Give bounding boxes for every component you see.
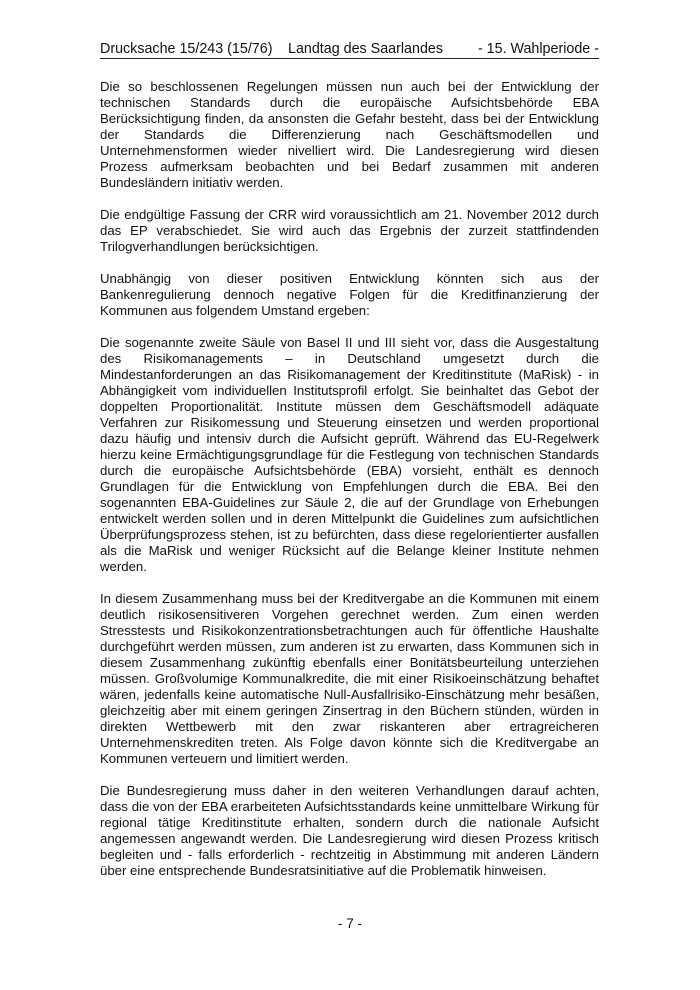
- document-number: Drucksache 15/243 (15/76): [100, 41, 273, 57]
- paragraph-negative-consequences: Unabhängig von dieser positiven Entwicklung könnten sich aus der Bankenregulierung dennoch negative Folgen für die Kreditfinanzierung der Kommunen aus folgendem Umstand ergeben:: [100, 271, 599, 318]
- paragraph-municipal-credit: In diesem Zusammenhang muss bei der Kreditvergabe an die Kommunen mit einem deutlich risikosensitiveren Vorgehen gerechnet werden. Zum einen werden Stresstests und Risikokonzentrationsbetrachtungen auch für öffentliche Haushalte durchgeführt werden müssen, zum anderen ist zu erwarten, dass Kommunen sich in diesem Zusammenhang zukünftig ebenfalls einer Bonitätsbeurteilung unterziehen müssen. Großvolumige Kommunalkredite, die mit einer Risikoeinschätzung behaftet wären, jedenfalls keine automatische Null-Ausfallrisiko-Einschätzung mehr besäßen, gleichzeitig aber mit einem geringen Zinsertrag in den Büchern stünden, würden in direkten Wettbewerb mit den zwar riskanteren aber ertragreicheren Unternehmenskrediten treten. Als Folge davon könnte sich die Kreditvergabe an Kommunen verteuern und limitiert werden.: [100, 591, 599, 766]
- legislative-period: - 15. Wahlperiode -: [477, 41, 599, 57]
- page-number: - 7 -: [337, 916, 362, 931]
- paragraph-federal-government: Die Bundesregierung muss daher in den weiteren Verhandlungen darauf achten, dass die von der EBA erarbeiteten Aufsichtsstandards keine unmittelbare Wirkung für regional tätige Kreditinstitute erhalten, sondern durch die nationale Aufsicht angemessen angewandt werden. Die Landesregierung wird diesen Prozess kritisch begleiten und - falls erforderlich - rechtzeitig in Abstimmung mit anderen Ländern über eine entsprechende Bundesratsinitiative auf die Problematik hinweisen.: [100, 783, 599, 878]
- document-body: [100, 79, 599, 879]
- paragraph-crr-final: Die endgültige Fassung der CRR wird voraussichtlich am 21. November 2012 durch das EP verabschiedet. Sie wird auch das Ergebnis der zurzeit stattfindenden Trilogverhandlungen berücksichtigen.: [100, 207, 599, 254]
- paragraph-eba-standards: Die so beschlossenen Regelungen müssen nun auch bei der Entwicklung der technischen Standards durch die europäische Aufsichtsbehörde EBA Berücksichtigung finden, da ansonsten die Gefahr besteht, dass bei der Entwicklung der Standards die Differenzierung nach Geschäftsmodellen und Unternehmensformen wieder nivelliert wird. Die Landesregierung wird diesen Prozess aufmerksam beobachten und bei Bedarf zusammen mit anderen Bundesländern initiativ werden.: [100, 79, 599, 190]
- parliament-name: Landtag des Saarlandes: [288, 41, 444, 57]
- paragraph-second-pillar: Die sogenannte zweite Säule von Basel II und III sieht vor, dass die Ausgestaltung des Risikomanagements – in Deutschland umgesetzt durch die Mindestanforderungen an das Risikomanagement der Kreditinstitute (MaRisk) - in Abhängigkeit vom individuellen Institutsprofil erfolgt. Sie beinhaltet das Gebot der doppelten Proportionalität. Institute müssen dem Geschäftsmodell adäquate Verfahren zur Risikomessung und Steuerung einsetzen und werden proportional dazu häufig und intensiv durch die Aufsicht geprüft. Während das EU-Regelwerk hierzu keine Ermächtigungsgrundlage für die Festlegung von technischen Standards durch die europäische Aufsichtsbehörde (EBA) vorsieht, enthält es dennoch Grundlagen für die Entwicklung von Empfehlungen durch die EBA. Bei den sogenannten EBA-Guidelines zur Säule 2, die auf der Grundlage von Erhebungen entwickelt werden sollen und in deren Mittelpunkt die Guidelines zum aufsichtlichen Überprüfungsprozess stehen, ist zu befürchten, dass diese regelorientierter ausfallen als die MaRisk und weniger Rücksicht auf die Belange kleiner Institute nehmen werden.: [100, 335, 599, 574]
- page-header: [100, 41, 599, 59]
